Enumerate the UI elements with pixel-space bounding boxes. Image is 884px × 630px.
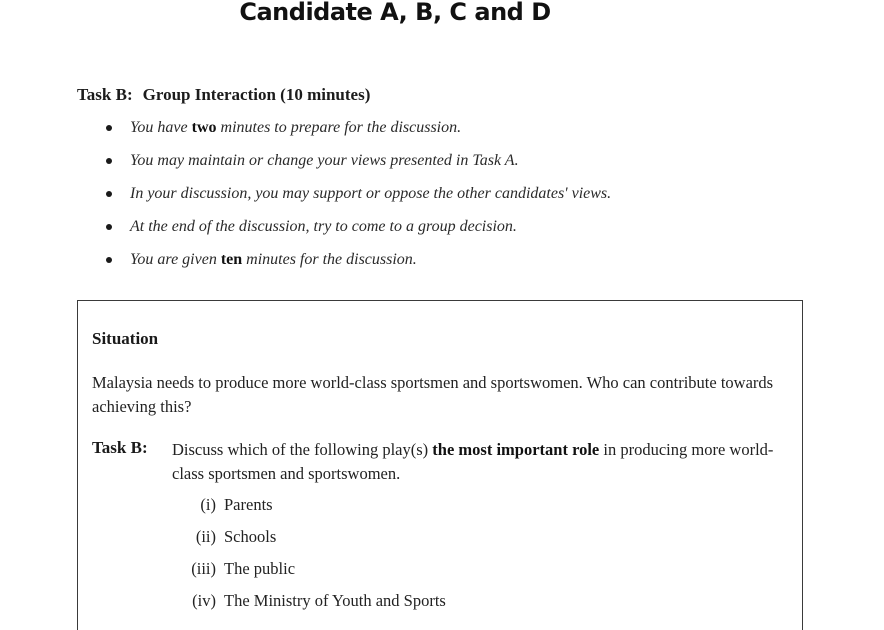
option-item (174, 525, 446, 557)
instruction-item: You have two minutes to prepare for the discussion. (104, 116, 611, 149)
task-title (77, 85, 370, 105)
bullet-icon (106, 257, 112, 263)
option-text: The Ministry of Youth and Sports (224, 591, 446, 610)
situation-task-text: Discuss which of the following play(s) the most important role in producing more world-class sportsmen and sportswomen. (172, 440, 774, 483)
option-text: The public (224, 559, 296, 578)
task-label: Task B: (77, 85, 133, 104)
option-item (174, 493, 446, 525)
situation-box (77, 300, 803, 630)
instruction-item: In your discussion, you may support or oppose the other candidates' views. (104, 182, 611, 215)
instruction-item: At the end of the discussion, try to come to a group decision. (104, 215, 611, 248)
bullet-icon (106, 191, 112, 197)
bullet-icon (106, 158, 112, 164)
option-number: (iii) (191, 559, 216, 578)
instruction-list (104, 116, 611, 281)
situation-task-label: Task B: (92, 438, 148, 457)
option-item (174, 589, 446, 621)
instruction-item: You may maintain or change your views presented in Task A. (104, 149, 611, 182)
option-number: (iv) (192, 591, 216, 610)
task-title-text: Group Interaction (10 minutes) (142, 85, 371, 104)
option-number: (ii) (195, 527, 216, 546)
page-heading: Candidate A, B, C and D (239, 0, 551, 26)
bullet-icon (106, 224, 112, 230)
option-number: (i) (200, 495, 216, 514)
situation-text: Malaysia needs to produce more world-class sportsmen and sportswomen. Who can contribute towards achieving this? (92, 373, 774, 416)
option-text: Schools (224, 527, 277, 546)
situation-heading: Situation (92, 329, 159, 348)
bullet-icon (106, 125, 112, 131)
option-text: Parents (224, 495, 273, 514)
option-item (174, 557, 446, 589)
option-list (174, 493, 446, 621)
instruction-item: You are given ten minutes for the discussion. (104, 248, 611, 281)
